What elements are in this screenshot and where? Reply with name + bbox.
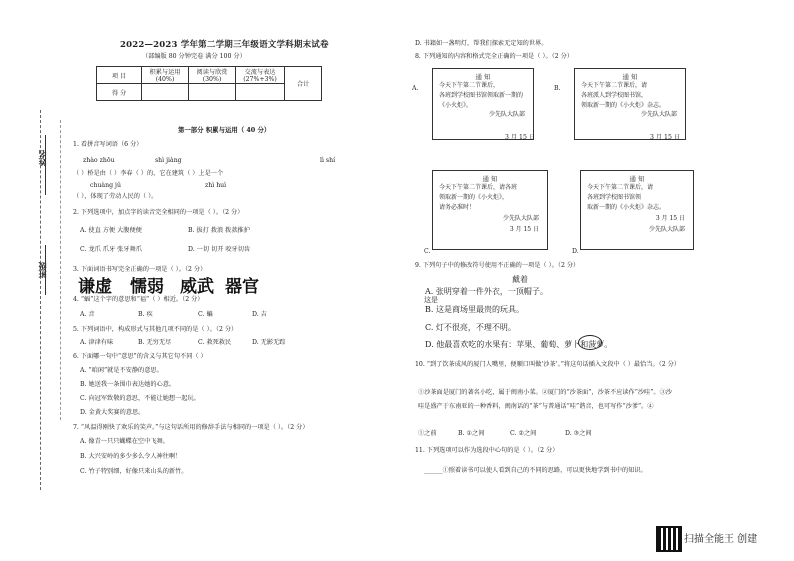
notice-d-head: 通 知: [629, 175, 645, 183]
q1-text-2: （ ），体现了劳动人民的（ ）。: [73, 193, 158, 200]
q8-opt-c-label[interactable]: C.: [424, 248, 431, 255]
binding-line-inner: [60, 120, 62, 420]
q3-title: 3. 下面词语书写完全正确的一项是（ ）。（2 分）: [73, 266, 207, 273]
q10-title: 10. “到了饮茶成风的厦门人嘴里，便顺口叫做‘沙茶’。”将这句话插入文段中（ ）最恰当。（2 分）: [415, 361, 681, 368]
q5-title: 5. 下列词语中，构成形式与其他几项不同的是（ ）。（2 分）: [73, 326, 238, 333]
notice-d-body-3: 取新一期的《小火炬》杂志。: [587, 204, 666, 211]
notice-c-body-3: 请务必准时！: [439, 204, 476, 211]
name-label: 姓名: [37, 150, 47, 166]
q4-opt-a[interactable]: A. 音: [80, 311, 95, 318]
q6-opt-a[interactable]: A. “咱闲”就是不安静的意思。: [80, 367, 163, 374]
q1-pinyin-1: zhào zhōu: [83, 157, 115, 164]
q6-title: 6. 下面哪一句中“意思”的含义与其它句不同（ ）: [73, 353, 207, 360]
table-header-item: 项 目: [97, 67, 142, 84]
notice-a-sign: 少先队大队部: [488, 111, 525, 118]
table-header-read: 阅读与欣赏 (30%): [189, 67, 236, 84]
q9-opt-d[interactable]: D. 他最喜欢吃的水果有：苹果、葡萄、萝卜和菠萝。: [425, 340, 613, 349]
q10-opt-d[interactable]: D. ③之间: [565, 430, 592, 437]
table-score-label: 得 分: [97, 84, 142, 101]
exam-title: 2022—2023 学年第二学期三年级语文学科期末试卷: [120, 40, 329, 50]
exam-subtitle: （部编版 80 分钟完卷 满分 100 分）: [142, 53, 246, 60]
q2-opt-c[interactable]: C. 龙爪 爪牙 张牙舞爪: [80, 246, 142, 253]
notice-d-body-1: 今天下午第二节课后，请: [587, 184, 654, 191]
q9-title: 9. 下列句子中的修改符号使用不正确的一项是（ ）。（2 分）: [415, 262, 580, 269]
notice-b-body-1: 今天下午第二节课后，请: [581, 82, 648, 89]
q7-title: 7. “风温得刚快了欢乐的笑声。”与这句话所用的修辞手法与相同的一项是（ ）。（2 分）: [73, 424, 309, 431]
class-label: 班级: [37, 262, 47, 278]
notice-c-sign: 少先队大队部: [502, 215, 539, 222]
q1-pinyin-3: lì shí: [320, 157, 336, 164]
qr-code-icon: [656, 526, 682, 552]
q11-text: ______①照着读书可以使人看到自己的不同的思路，可以更快地学到书中的知识。: [424, 467, 647, 474]
notice-d-sign: 3 月 15 日: [655, 215, 685, 222]
q4-opt-b[interactable]: B. 疾: [138, 311, 153, 318]
class-field[interactable]: [45, 245, 47, 295]
table-header-express: 交流与表达 (27%+3%): [236, 67, 285, 84]
q7-opt-a[interactable]: A. 像青一只只蝴蝶在空中飞舞。: [80, 438, 169, 445]
q11-title: 11. 下列选项可以作为选段中心句的是（ ）。（2 分）: [415, 447, 559, 454]
q2-opt-b[interactable]: B. 拔打 拨浪 拨款推护: [188, 227, 250, 234]
notice-a[interactable]: [432, 68, 534, 140]
q2-opt-a[interactable]: A. 使直 方便 大腹便便: [80, 227, 142, 234]
q8-title: 8. 下列通知的内容和格式完全正确的一项是（ ）。（2 分）: [415, 53, 574, 60]
notice-a-head: 通 知: [475, 73, 491, 81]
q3-word-3: 威武: [180, 277, 214, 297]
notice-a-date: 3 月 15 日: [505, 134, 536, 141]
q1-pinyin-2: shì jiàng: [155, 157, 182, 164]
binding-line: [40, 110, 42, 490]
name-field[interactable]: [45, 135, 47, 195]
notice-b-body-2: 各班派人到学校图书馆，: [581, 92, 648, 99]
q5-opt-d[interactable]: D. 无影无踪: [252, 339, 286, 346]
q3-word-4: 器官: [225, 277, 259, 297]
q5-opt-c[interactable]: C. 救死救民: [198, 339, 232, 346]
notice-d[interactable]: [580, 170, 694, 250]
q4-title: 4. “蝠”这个字的意思和“福”（ ）相近。（2 分）: [73, 296, 204, 303]
q9-mark-2: 这是: [424, 296, 438, 304]
q4-opt-d[interactable]: D. 吉: [252, 311, 267, 318]
q9-opt-a[interactable]: A. 张明穿着一件外衣，一顶帽子。: [425, 287, 548, 296]
q10-body-1: ①沙茶面是厦门的著名小吃，属于闽南小菜。②厦门的“沙茶面”，沙茶不应读作“沙哇”。③沙: [418, 389, 672, 396]
notice-a-body-2: 各班到学校图书馆领取新一期的: [439, 92, 524, 99]
q10-opt-c[interactable]: C. ②之间: [510, 430, 537, 437]
score-table: [96, 66, 322, 101]
notice-c-head: 通 知: [482, 175, 498, 183]
q10-opt-b[interactable]: B. ①之间: [458, 430, 485, 437]
q10-opt-a[interactable]: ①之前: [418, 430, 437, 437]
q1-text-1: （ ）桥是由（ ）李春（ ）的，它在建筑（ ）上是一个: [73, 170, 224, 177]
score-cell[interactable]: [142, 84, 189, 101]
notice-b[interactable]: [574, 68, 686, 140]
q1-title: 1. 看拼音写词语（6 分）: [73, 141, 143, 148]
q5-opt-b[interactable]: B. 无穷无尽: [138, 339, 172, 346]
q1-pinyin-4: chuàng jǔ: [90, 182, 121, 189]
score-cell[interactable]: [189, 84, 236, 101]
q9-opt-b[interactable]: B. 这是商场里最贵的玩具。: [425, 305, 524, 314]
notice-a-body-1: 今天下午第二节课后，: [439, 82, 500, 89]
q6-opt-d[interactable]: D. 金黄大奖赛的意思。: [80, 409, 145, 416]
circle-mark: [578, 335, 602, 350]
q9-opt-c[interactable]: C. 灯不很亮，不理不明。: [425, 323, 516, 332]
notice-b-head: 通 知: [622, 73, 638, 81]
q-d-line: D. 书籍如一盏明灯，帮我们探索无定知的世界。: [415, 40, 548, 47]
q9-mark-1: 戴着: [512, 275, 528, 284]
table-header-accumulate: 积累与运用 (40%): [142, 67, 189, 84]
q6-opt-b[interactable]: B. 她送我一条围巾表达她的心意。: [80, 381, 176, 388]
notice-c-date: 3 月 15 日: [509, 226, 539, 233]
part1-heading: 第一部分 积累与运用（ 40 分）: [178, 126, 271, 134]
score-cell[interactable]: [236, 84, 285, 101]
q6-opt-c[interactable]: C. 向冠军致敬的意思，不能让她想一起玩。: [80, 395, 200, 402]
q1-pinyin-5: zhì huì: [205, 182, 227, 189]
q7-opt-c[interactable]: C. 竹子特别细，好像只来山头的新竹。: [80, 468, 188, 475]
notice-d-body-2: 各班到学校图书馆领: [587, 194, 642, 201]
q5-opt-a[interactable]: A. 津津有味: [80, 339, 114, 346]
notice-b-date: 3 月 15 日: [650, 134, 681, 141]
q2-opt-d[interactable]: D. 一切 切开 咬牙切齿: [188, 246, 251, 253]
notice-d-date: 少先队大队部: [648, 226, 685, 233]
q3-word-1: 谦虚: [78, 277, 112, 297]
notice-c-body-2: 领取新一期的《小火炬》，: [439, 194, 509, 201]
notice-c-body-1: 今天下午第二节课后，请各班: [439, 184, 518, 191]
scan-brand-text: 扫描全能王 创建: [684, 534, 758, 545]
q8-opt-a-label[interactable]: A.: [412, 85, 419, 92]
q8-opt-d-label[interactable]: D.: [572, 248, 579, 255]
q8-opt-b-label[interactable]: B.: [554, 85, 561, 92]
q4-opt-c[interactable]: C. 蝙: [198, 311, 213, 318]
q7-opt-b[interactable]: B. 大兴安岭的多少多么令人神往啊！: [80, 453, 182, 460]
q2-title: 2. 下列选项中，加点字的读音完全相同的一项是（ ）。（2 分）: [73, 209, 244, 216]
notice-c[interactable]: [432, 170, 548, 250]
q3-word-2: 懦弱: [130, 277, 164, 297]
notice-a-body-3: 《小火炬》。: [439, 102, 473, 109]
notice-b-body-3: 领取新一期的《小火炬》杂志。: [581, 102, 666, 109]
table-header-total: 合计: [285, 67, 322, 101]
notice-b-sign: 少先队大队部: [640, 111, 677, 118]
q10-body-2: 哇是盛产于东南亚的一种香料，闽南话的“茶”与普通话“哇”谐音，也可写作“沙爹”。④: [418, 403, 654, 410]
